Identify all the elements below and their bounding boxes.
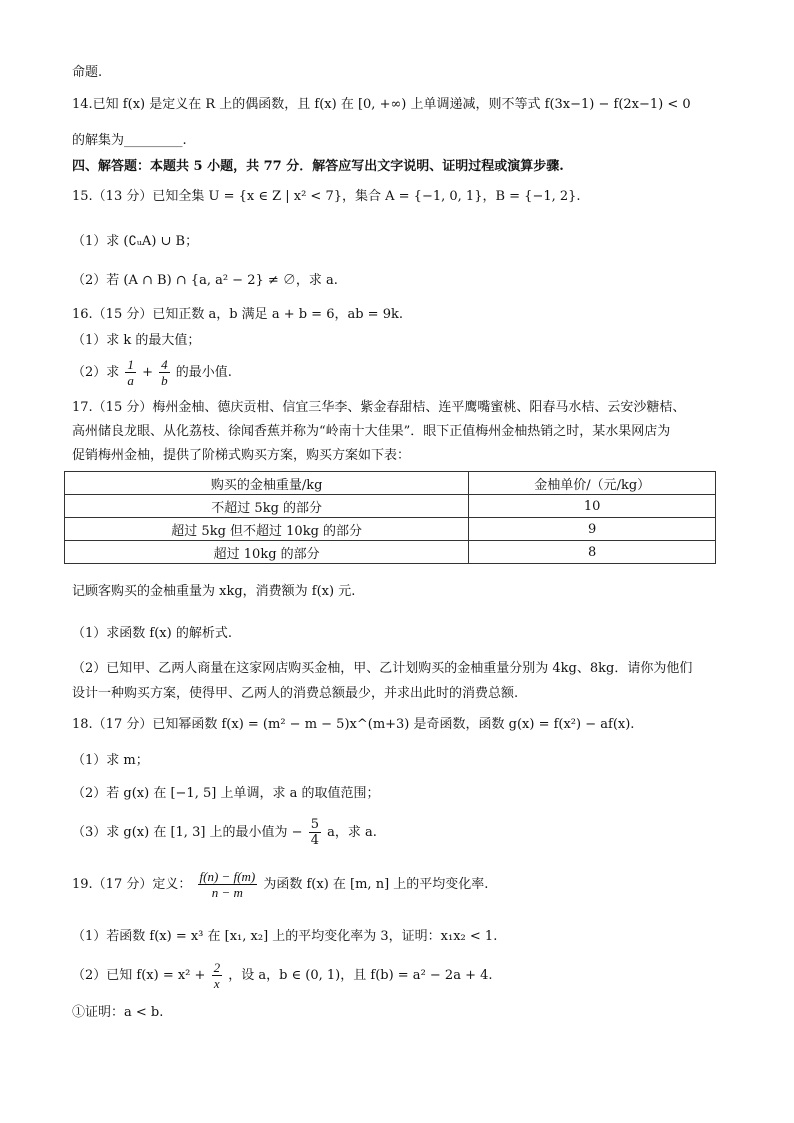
question-18-part-3 — [72, 815, 377, 851]
question-15-part-1: （1）求 (∁ᵤA) ∪ B； — [72, 234, 199, 249]
text-span: 19.（17 分）定义： — [72, 877, 192, 892]
question-17-part-2: （2）已知甲、乙两人商量在这家网店购买金柚，甲、乙计划购买的金柚重量分别为 4kg、8kg．请你为他们 — [72, 661, 693, 676]
table-cell: 超过 5kg 但不超过 10kg 的部分 — [65, 518, 469, 541]
question-17-line-3: 促销梅州金柚，提供了阶梯式购买方案，购买方案如下表： — [72, 448, 411, 463]
question-15-part-2: （2）若 (A ∩ B) ∩ {a, a² − 2} ≠ ∅，求 a. — [72, 273, 338, 288]
question-17-definition: 记顾客购买的金柚重量为 xkg，消费额为 f(x) 元. — [72, 584, 356, 599]
text-span: （2）求 — [72, 365, 120, 380]
fraction-denominator: n − m — [211, 885, 243, 900]
table-row — [65, 541, 716, 564]
text-line: 命题. — [72, 65, 103, 80]
table-header-cell: 购买的金柚重量/kg — [65, 472, 469, 495]
fraction-denominator: 4 — [310, 833, 319, 848]
question-17-part-2-line-2: 设计一种购买方案，使得甲、乙两人的消费总额最少，并求出此时的消费总额. — [72, 686, 519, 701]
fraction-numerator: 4 — [161, 357, 168, 372]
fraction-denominator: b — [161, 373, 168, 388]
question-19-part-1: （1）若函数 f(x) = x³ 在 [x₁, x₂] 上的平均变化率为 3，证明：x₁x₂ < 1. — [72, 929, 498, 944]
text-span: 为函数 f(x) 在 [m, n] 上的平均变化率. — [263, 877, 489, 892]
question-19 — [72, 865, 488, 905]
section-heading: 四、解答题：本题共 5 小题，共 77 分．解答应写出文字说明、证明过程或演算步骤. — [72, 159, 564, 174]
question-18-part-2: （2）若 g(x) 在 [−1, 5] 上单调，求 a 的取值范围； — [72, 786, 380, 801]
question-14: 14.已知 f(x) 是定义在 R 上的偶函数，且 f(x) 在 [0, +∞) 上单调递减，则不等式 f(3x−1) − f(2x−1) < 0 — [72, 97, 691, 112]
text-span: ，设 a，b ∈ (0, 1)，且 f(b) = a² − 2a + 4. — [228, 968, 493, 983]
fraction-denominator: x — [213, 976, 220, 991]
text-span: 的最小值. — [175, 365, 232, 380]
plus-sign: + — [142, 365, 153, 380]
table-header-cell: 金柚单价/（元/kg） — [469, 472, 716, 495]
question-16: 16.（15 分）已知正数 a，b 满足 a + b = 6，ab = 9k. — [72, 307, 403, 322]
question-16-part-1: （1）求 k 的最大值； — [72, 333, 201, 348]
question-18-part-1: （1）求 m； — [72, 753, 149, 768]
fraction-denominator: a — [127, 373, 134, 388]
table-cell: 10 — [469, 495, 716, 518]
question-17: 17.（15 分）梅州金柚、德庆贡柑、信宜三华李、紫金春甜桔、连平鹰嘴蜜桃、阳春马水桔、云安沙糖桔、 — [72, 400, 686, 415]
question-14-blank: 的解集为_________. — [72, 133, 187, 148]
question-19-part-2-item-1: ①证明：a < b. — [72, 1005, 164, 1020]
table-cell: 不超过 5kg 的部分 — [65, 495, 469, 518]
fraction — [198, 869, 258, 900]
fraction-numerator: f(n) − f(m) — [199, 869, 256, 884]
table-row — [65, 495, 716, 518]
question-17-line-2: 高州储良龙眼、从化荔枝、徐闻香蕉并称为“岭南十大佳果”．眼下正值梅州金柚热销之时，某水果网店为 — [72, 424, 671, 439]
price-table — [64, 471, 716, 564]
fraction — [125, 357, 136, 388]
table-row — [65, 518, 716, 541]
fraction — [212, 960, 223, 991]
text-span: （3）求 g(x) 在 [1, 3] 上的最小值为 − — [72, 825, 303, 840]
question-16-part-2 — [72, 355, 232, 391]
text-span: （2）已知 f(x) = x² + — [72, 968, 206, 983]
text-span: a，求 a. — [327, 825, 377, 840]
table-cell: 8 — [469, 541, 716, 564]
fraction-numerator: 1 — [127, 357, 134, 372]
fraction-numerator: 5 — [310, 817, 319, 832]
question-18: 18.（17 分）已知幂函数 f(x) = (m² − m − 5)x^(m+3) 是奇函数，函数 g(x) = f(x²) − af(x). — [72, 717, 635, 732]
fraction — [159, 357, 170, 388]
fraction-numerator: 2 — [213, 960, 221, 975]
table-cell: 超过 10kg 的部分 — [65, 541, 469, 564]
question-17-part-1: （1）求函数 f(x) 的解析式. — [72, 626, 232, 641]
table-cell: 9 — [469, 518, 716, 541]
question-15: 15.（13 分）已知全集 U = {x ∈ Z | x² < 7}，集合 A = {−1, 0, 1}，B = {−1, 2}. — [72, 189, 581, 204]
table-header-row — [65, 472, 716, 495]
fraction — [309, 817, 321, 848]
question-19-part-2 — [72, 958, 493, 994]
